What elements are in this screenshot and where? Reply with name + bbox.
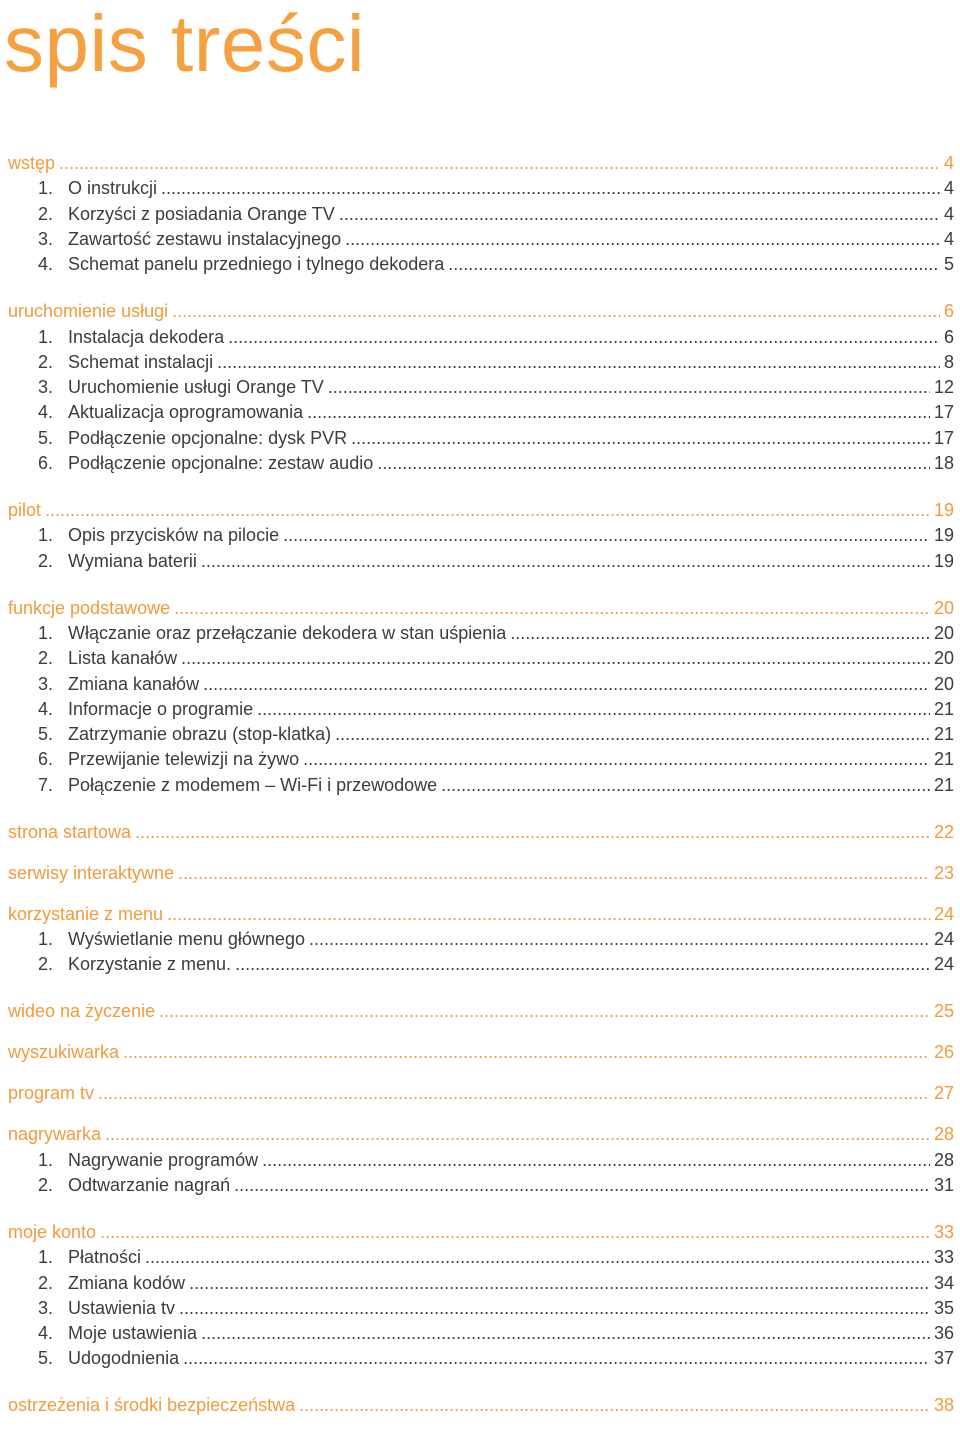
toc-section-title: uruchomienie usługi [8,301,169,322]
page-number: 33 [933,1247,954,1268]
page-number: 5 [943,254,954,275]
toc-item-number: 4. [38,402,54,423]
dot-leader [351,426,930,450]
page-number: 20 [933,622,954,643]
toc-section[interactable] [8,999,954,1023]
toc-item[interactable] [8,252,954,276]
toc-item-title: Udogodnienia [68,1348,180,1369]
toc-section[interactable] [8,1040,954,1064]
toc-section[interactable] [8,1081,954,1105]
page-number: 6 [943,301,954,322]
dot-leader [262,1148,930,1172]
toc-section-title: strona startowa [8,821,132,842]
toc-item-number: 2. [38,1174,54,1195]
dot-leader [179,1296,930,1320]
page-number: 21 [933,774,954,795]
toc-section-title: wideo na życzenie [8,1001,156,1022]
page-number: 36 [933,1323,954,1344]
toc-item-title: O instrukcji [68,178,158,199]
toc-item-title: Korzyści z posiadania Orange TV [68,203,335,224]
toc-item-number: 1. [38,178,54,199]
toc-section-title: pilot [8,500,42,520]
toc-section[interactable] [8,1220,954,1244]
toc-item[interactable] [8,1346,954,1370]
toc-item[interactable] [8,927,954,951]
toc-item[interactable] [8,1245,954,1269]
toc-item-number: 4. [38,254,54,275]
toc-item-number: 3. [38,377,54,398]
toc-section[interactable] [8,596,954,620]
toc-item[interactable] [8,549,954,573]
toc-item-title: Zatrzymanie obrazu (stop-klatka) [68,724,332,745]
toc-section-title: wyszukiwarka [8,1042,120,1063]
toc-section[interactable] [8,861,954,885]
toc-item-number: 4. [38,1323,54,1344]
toc-item[interactable] [8,451,954,475]
dot-leader [377,451,930,475]
dot-leader [328,375,930,399]
dot-leader [98,1081,930,1105]
toc-item[interactable] [8,621,954,645]
page-number: 34 [933,1272,954,1293]
dot-leader [167,902,930,926]
dot-leader [123,1040,930,1064]
toc-item[interactable] [8,1321,954,1345]
toc-item-number: 2. [38,954,54,975]
page-number: 24 [933,929,954,949]
toc-item-title: Nagrywanie programów [68,1149,259,1170]
toc-item[interactable] [8,722,954,746]
page-number: 20 [933,597,954,618]
dot-leader [203,672,930,696]
toc-section[interactable] [8,498,954,522]
dot-leader [181,646,930,670]
toc-item[interactable] [8,176,954,200]
toc-item-title: Instalacja dekodera [68,326,225,347]
page-number: 19 [933,550,954,571]
dot-leader [189,1271,930,1295]
page-number: 31 [933,1174,954,1195]
toc-item-title: Schemat instalacji [68,351,214,372]
toc-item-number: 3. [38,1297,54,1318]
toc-section[interactable] [8,902,954,926]
toc-item-title: Wyświetlanie menu głównego [68,929,305,949]
toc-item-title: Moje ustawienia [68,1323,198,1344]
dot-leader [172,299,940,323]
page-number: 4 [943,228,954,249]
toc-item[interactable] [8,375,954,399]
toc-item-title: Przewijanie telewizji na żywo [68,749,300,770]
dot-leader [307,400,930,424]
toc-item-title: Podłączenie opcjonalne: zestaw audio [68,453,374,473]
toc-item-number: 3. [38,673,54,694]
page-number: 8 [943,351,954,372]
dot-leader [59,151,940,175]
page-number: 17 [933,427,954,448]
dot-leader [105,1122,930,1146]
dot-leader [228,325,940,349]
toc-item[interactable] [8,350,954,374]
toc-item-title: Schemat panelu przedniego i tylnego dekodera [68,254,445,275]
toc-item-number: 2. [38,203,54,224]
dot-leader [448,252,940,276]
toc-item-number: 5. [38,724,54,745]
page-number: 19 [933,525,954,546]
dot-leader [217,350,940,374]
dot-leader [309,927,930,951]
toc-item-title: Ustawienia tv [68,1297,176,1318]
page-number: 35 [933,1297,954,1318]
dot-leader [235,952,930,976]
toc-item[interactable] [8,1271,954,1295]
dot-leader [45,498,930,522]
page-number: 28 [933,1124,954,1145]
toc-item-number: 1. [38,326,54,347]
page-number: 28 [933,1149,954,1170]
toc-item-title: Zawartość zestawu instalacyjnego [68,228,342,249]
page-number: 19 [933,500,954,520]
page-number: 20 [933,648,954,669]
toc-section-title: korzystanie z menu [8,903,164,924]
toc-section-title: nagrywarka [8,1124,102,1145]
toc-item-number: 2. [38,1272,54,1293]
dot-leader [303,747,930,771]
toc-item-number: 7. [38,774,54,795]
dot-leader [161,176,940,200]
dot-leader [100,1220,930,1244]
page-number: 21 [933,698,954,719]
toc-item[interactable] [8,325,954,349]
page-number: 24 [933,903,954,924]
toc-item-title: Lista kanałów [68,648,178,669]
toc-item-title: Opis przycisków na pilocie [68,525,280,546]
toc-item-number: 5. [38,1348,54,1369]
toc-section[interactable] [8,1393,954,1417]
toc-item[interactable] [8,773,954,797]
toc-item[interactable] [8,672,954,696]
toc-item[interactable] [8,426,954,450]
page-number: 26 [933,1042,954,1063]
toc-item[interactable] [8,227,954,251]
toc-item[interactable] [8,646,954,670]
toc-item-number: 2. [38,550,54,571]
toc-item-number: 2. [38,351,54,372]
toc-item-title: Włączanie oraz przełączanie dekodera w stan uśpienia [68,622,507,643]
dot-leader [441,773,930,797]
toc-item-title: Aktualizacja oprogramowania [68,402,304,423]
toc-section-title: funkcje podstawowe [8,597,171,618]
toc-item-number: 5. [38,427,54,448]
page-number: 4 [943,178,954,199]
page-number: 12 [933,377,954,398]
page-number: 18 [933,453,954,473]
dot-leader [201,1321,930,1345]
toc-section[interactable] [8,151,954,175]
toc-section-title: wstęp [8,153,56,173]
toc-section[interactable] [8,820,954,844]
toc-section-title: serwisy interaktywne [8,862,175,883]
toc-item-title: Zmiana kanałów [68,673,200,694]
page-number: 27 [933,1083,954,1104]
dot-leader [299,1393,930,1417]
page-number: 21 [933,724,954,745]
toc-item[interactable] [8,1173,954,1197]
dot-leader [345,227,940,251]
dot-leader [335,722,930,746]
page-number: 4 [943,153,954,173]
toc-item-number: 1. [38,622,54,643]
toc-section[interactable] [8,299,954,323]
toc-item-title: Płatności [68,1247,142,1268]
toc-item[interactable] [8,1296,954,1320]
dot-leader [510,621,930,645]
toc-section-title: ostrzeżenia i środki bezpieczeństwa [8,1395,296,1416]
page-number: 23 [933,862,954,883]
dot-leader [145,1245,930,1269]
toc-item-number: 6. [38,749,54,770]
page-number: 17 [933,402,954,423]
dot-leader [178,861,930,885]
dot-leader [183,1346,930,1370]
toc-item[interactable] [8,523,954,547]
toc-item-number: 1. [38,929,54,949]
page-number: 24 [933,954,954,975]
toc-item-title: Połączenie z modemem – Wi-Fi i przewodowe [68,774,438,795]
toc-item[interactable] [8,697,954,721]
dot-leader [159,999,930,1023]
page-number: 37 [933,1348,954,1369]
dot-leader [257,697,930,721]
toc-item-number: 3. [38,228,54,249]
toc-section[interactable] [8,1122,954,1146]
toc-item-title: Informacje o programie [68,698,254,719]
page-title: spis treści [4,0,366,88]
dot-leader [283,523,930,547]
dot-leader [174,596,930,620]
page-number: 33 [933,1221,954,1242]
toc-item-title: Uruchomienie usługi Orange TV [68,377,324,398]
page-number: 20 [933,673,954,694]
toc-item-number: 1. [38,1149,54,1170]
page-number: 4 [943,203,954,224]
toc-item-title: Zmiana kodów [68,1272,186,1293]
dot-leader [135,820,930,844]
dot-leader [201,549,930,573]
page-number: 6 [943,326,954,347]
page-number: 25 [933,1001,954,1022]
toc-item-title: Odtwarzanie nagrań [68,1174,231,1195]
toc-item-title: Korzystanie z menu. [68,954,232,975]
toc-item-number: 1. [38,525,54,546]
toc-item-number: 2. [38,648,54,669]
toc-item[interactable] [8,747,954,771]
dot-leader [339,202,940,226]
toc-item-title: Wymiana baterii [68,550,197,571]
page-number: 22 [933,821,954,842]
toc-item[interactable] [8,202,954,226]
toc-item[interactable] [8,400,954,424]
page-number: 38 [933,1395,954,1416]
toc-item-number: 1. [38,1247,54,1268]
toc-item[interactable] [8,952,954,976]
toc-item-title: Podłączenie opcjonalne: dysk PVR [68,427,348,448]
page-number: 21 [933,749,954,770]
toc-item[interactable] [8,1148,954,1172]
dot-leader [234,1173,930,1197]
toc-section-title: program tv [8,1083,95,1104]
toc-item-number: 4. [38,698,54,719]
toc-item-number: 6. [38,453,54,473]
toc-section-title: moje konto [8,1221,97,1242]
